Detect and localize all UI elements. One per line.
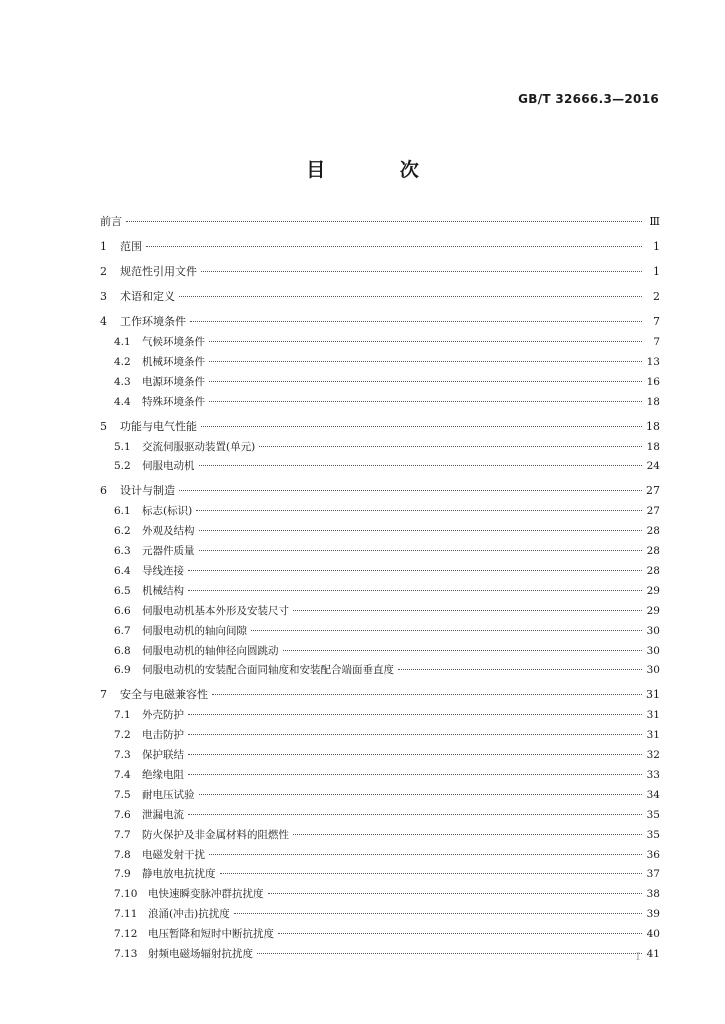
toc-subentry[interactable] [100, 582, 660, 602]
toc-entry-page: Ⅲ [649, 215, 660, 228]
toc-entry-label: 机械结构 [142, 584, 184, 597]
dot-leader [199, 530, 643, 531]
toc-subentry[interactable] [100, 373, 660, 393]
toc-entry-number: 6.7 [114, 624, 131, 637]
toc-entry-page: 32 [646, 749, 660, 762]
toc-subentry[interactable] [100, 806, 660, 826]
toc-subentry[interactable] [100, 706, 660, 726]
dot-leader [201, 426, 642, 427]
toc-entry-number: 7.3 [114, 749, 131, 762]
dot-leader [201, 271, 642, 272]
toc-entry-number: 7.2 [114, 729, 131, 742]
toc-entry-label: 规范性引用文件 [120, 265, 197, 278]
toc-entry-number: 4.2 [114, 355, 131, 368]
toc-subentry[interactable] [100, 333, 660, 353]
toc-entry-number: 7.9 [114, 868, 131, 881]
toc-subentry[interactable] [100, 622, 660, 642]
toc-entry-label: 机械环境条件 [142, 355, 205, 368]
dot-leader [257, 953, 642, 954]
toc-entry-page: 18 [646, 395, 660, 408]
toc-entry-label: 范围 [120, 240, 142, 253]
toc-entry-label: 气候环境条件 [142, 336, 205, 348]
dot-leader [278, 933, 642, 934]
toc-entry-page: 31 [646, 688, 660, 702]
toc-entry-number: 2 [100, 265, 107, 278]
toc-subentry[interactable] [100, 746, 660, 766]
toc-entry-number: 6.5 [114, 584, 131, 597]
toc-title: 目 次 [306, 159, 453, 181]
toc-entry-number: 7.4 [114, 769, 131, 782]
toc-subentry[interactable] [100, 661, 660, 681]
toc-entry-number: 6.4 [114, 565, 131, 578]
toc-entry-page: 36 [646, 848, 660, 861]
toc-entry-page: 30 [646, 644, 660, 657]
toc-entry-number: 6.8 [114, 644, 131, 657]
page-number: I [636, 952, 640, 963]
toc-subentry[interactable] [100, 905, 660, 925]
standard-number: GB/T 32666.3—2016 [518, 92, 659, 106]
toc-entry-number: 7.1 [114, 709, 131, 722]
toc-entry-page: 7 [653, 336, 660, 348]
toc-entry-label: 标志(标识) [142, 505, 193, 518]
toc-entry-page: 28 [646, 545, 660, 558]
toc-subentry[interactable] [100, 865, 660, 885]
dot-leader [190, 321, 642, 322]
dot-leader [146, 246, 642, 247]
toc-subentry[interactable] [100, 393, 660, 413]
toc-entry-label: 电快速瞬变脉冲群抗扰度 [148, 888, 264, 901]
toc-subentry[interactable] [100, 502, 660, 522]
toc-entry-number: 6.2 [114, 525, 131, 538]
toc-entry-page: 40 [646, 928, 660, 941]
toc-subentry[interactable] [100, 457, 660, 477]
toc-entry-page: 16 [646, 375, 660, 388]
toc-entry-page: 33 [646, 769, 660, 782]
toc-entry-page: 28 [646, 565, 660, 578]
toc-entry-page: 28 [646, 525, 660, 538]
toc-entry-label: 功能与电气性能 [120, 419, 197, 433]
toc-entry-label: 外观及结构 [142, 525, 195, 538]
dot-leader [199, 465, 643, 466]
toc-entry-number: 7.11 [114, 908, 138, 921]
dot-leader [220, 873, 643, 874]
toc-entry[interactable] [100, 480, 660, 502]
toc-entry-label: 特殊环境条件 [142, 395, 205, 408]
toc-entry-number: 6 [100, 484, 107, 498]
dot-leader [188, 734, 642, 735]
toc-subentry[interactable] [100, 786, 660, 806]
toc-subentry[interactable] [100, 562, 660, 582]
dot-leader [196, 510, 642, 511]
toc-entry-label: 电压暂降和短时中断抗扰度 [148, 928, 274, 941]
toc-entry-number: 7.13 [114, 948, 138, 961]
dot-leader [179, 296, 642, 297]
toc-entry-page: 1 [653, 240, 660, 253]
toc-subentry[interactable] [100, 353, 660, 373]
dot-leader [199, 550, 643, 551]
toc-entry-label: 伺服电动机的轴伸径向圆跳动 [142, 644, 279, 657]
toc-subentry[interactable] [100, 885, 660, 905]
toc-subentry[interactable] [100, 602, 660, 622]
toc-entry-label: 工作环境条件 [120, 315, 186, 328]
toc-entry-label: 保护联结 [142, 749, 184, 762]
toc-entry-number: 6.6 [114, 604, 131, 617]
toc-entry[interactable] [100, 236, 660, 258]
toc-entry[interactable] [100, 286, 660, 308]
dot-leader [293, 834, 642, 835]
toc-entry-page: 34 [646, 788, 660, 801]
toc-entry-page: 35 [646, 828, 660, 841]
toc-entry-number: 5 [100, 419, 107, 433]
toc-subentry[interactable] [100, 846, 660, 866]
toc-subentry[interactable] [100, 542, 660, 562]
toc-entry-number: 3 [100, 290, 107, 303]
toc-entry-number: 7.5 [114, 788, 131, 801]
toc-entry-number: 7.7 [114, 828, 131, 841]
toc-entry-number: 5.2 [114, 460, 131, 473]
toc-entry-number: 4.3 [114, 375, 131, 388]
dot-leader [209, 361, 642, 362]
toc-entry[interactable] [100, 261, 660, 283]
toc-entry-label: 伺服电动机 [142, 460, 195, 473]
toc-entry-page: 30 [646, 664, 660, 677]
dot-leader [188, 590, 642, 591]
toc-entry-page: 39 [646, 908, 660, 921]
dot-leader [188, 570, 642, 571]
toc-entry-label: 前言 [100, 215, 122, 228]
dot-leader [188, 714, 642, 715]
dot-leader [268, 893, 643, 894]
dot-leader [259, 446, 642, 447]
toc-entry-page: 41 [646, 948, 660, 961]
dot-leader [251, 630, 642, 631]
dot-leader [188, 754, 642, 755]
dot-leader [212, 694, 642, 695]
toc-entry-label: 伺服电动机的安装配合面同轴度和安装配合端面垂直度 [142, 664, 394, 677]
toc-entry-label: 术语和定义 [120, 290, 175, 303]
dot-leader [209, 401, 642, 402]
toc-entry-number: 7.8 [114, 848, 131, 861]
dot-leader [209, 341, 642, 342]
toc-entry-page: 29 [646, 584, 660, 597]
toc-entry-page: 27 [646, 484, 660, 498]
toc-entry-page: 18 [646, 419, 660, 433]
dot-leader [188, 814, 642, 815]
toc-entry-number: 1 [100, 240, 107, 253]
toc-entry-page: 37 [646, 868, 660, 881]
toc-entry-page: 1 [653, 265, 660, 278]
toc-entry-number: 7.10 [114, 888, 138, 901]
toc-entry-number: 6.1 [114, 505, 131, 518]
toc-entry-number: 7.6 [114, 808, 131, 821]
toc-entry-label: 电磁发射干扰 [142, 848, 205, 861]
toc-entry[interactable] [100, 416, 660, 438]
dot-leader [293, 610, 642, 611]
dot-leader [188, 774, 642, 775]
toc-entry-label: 泄漏电流 [142, 808, 184, 821]
dot-leader [209, 854, 642, 855]
dot-leader [199, 794, 643, 795]
toc-entry-label: 绝缘电阻 [142, 769, 184, 782]
toc-entry-label: 电源环境条件 [142, 375, 205, 388]
toc-entry-page: 2 [653, 290, 660, 303]
toc-entry-label: 耐电压试验 [142, 788, 195, 801]
toc-entry-label: 设计与制造 [120, 484, 175, 498]
toc-entry-page: 7 [653, 315, 660, 328]
toc-entry[interactable] [100, 211, 660, 233]
toc-subentry[interactable] [100, 438, 660, 458]
toc-entry-number: 7.12 [114, 928, 138, 941]
toc-entry-label: 浪涌(冲击)抗扰度 [148, 908, 230, 921]
dot-leader [398, 669, 642, 670]
toc-entry-page: 31 [646, 729, 660, 742]
toc-entry-label: 伺服电动机的轴向间隙 [142, 624, 247, 637]
dot-leader [283, 650, 643, 651]
toc-entry[interactable] [100, 311, 660, 333]
toc-subentry[interactable] [100, 945, 660, 965]
toc-entry-number: 4.4 [114, 395, 131, 408]
dot-leader [234, 913, 642, 914]
toc-entry-label: 防火保护及非金属材料的阻燃性 [142, 828, 289, 841]
toc-entry-page: 30 [646, 624, 660, 637]
toc-entry-label: 导线连接 [142, 565, 184, 578]
table-of-contents [100, 211, 660, 965]
toc-entry-label: 射频电磁场辐射抗扰度 [148, 948, 253, 961]
toc-entry-label: 外壳防护 [142, 709, 184, 722]
toc-entry-number: 6.3 [114, 545, 131, 558]
dot-leader [179, 490, 642, 491]
toc-entry-label: 安全与电磁兼容性 [120, 688, 208, 702]
dot-leader [126, 221, 642, 222]
toc-entry-page: 27 [646, 505, 660, 518]
toc-entry[interactable] [100, 684, 660, 706]
toc-entry-number: 6.9 [114, 664, 131, 677]
toc-subentry[interactable] [100, 766, 660, 786]
toc-entry-number: 4 [100, 315, 107, 328]
toc-entry-label: 静电放电抗扰度 [142, 868, 216, 881]
dot-leader [209, 381, 642, 382]
toc-entry-page: 35 [646, 808, 660, 821]
toc-entry-page: 18 [646, 440, 660, 453]
toc-entry-label: 交流伺服驱动装置(单元) [142, 440, 256, 453]
toc-subentry[interactable] [100, 826, 660, 846]
toc-entry-page: 24 [646, 460, 660, 473]
toc-entry-label: 电击防护 [142, 729, 184, 742]
toc-entry-page: 29 [646, 604, 660, 617]
toc-entry-page: 31 [646, 709, 660, 722]
toc-entry-label: 伺服电动机基本外形及安装尺寸 [142, 604, 289, 617]
toc-subentry[interactable] [100, 726, 660, 746]
toc-entry-page: 38 [646, 888, 660, 901]
toc-entry-page: 13 [646, 355, 660, 368]
toc-subentry[interactable] [100, 925, 660, 945]
toc-entry-label: 元器件质量 [142, 545, 195, 558]
toc-entry-number: 5.1 [114, 440, 131, 453]
toc-entry-number: 7 [100, 688, 107, 702]
toc-subentry[interactable] [100, 522, 660, 542]
toc-subentry[interactable] [100, 642, 660, 662]
toc-entry-number: 4.1 [114, 336, 131, 348]
